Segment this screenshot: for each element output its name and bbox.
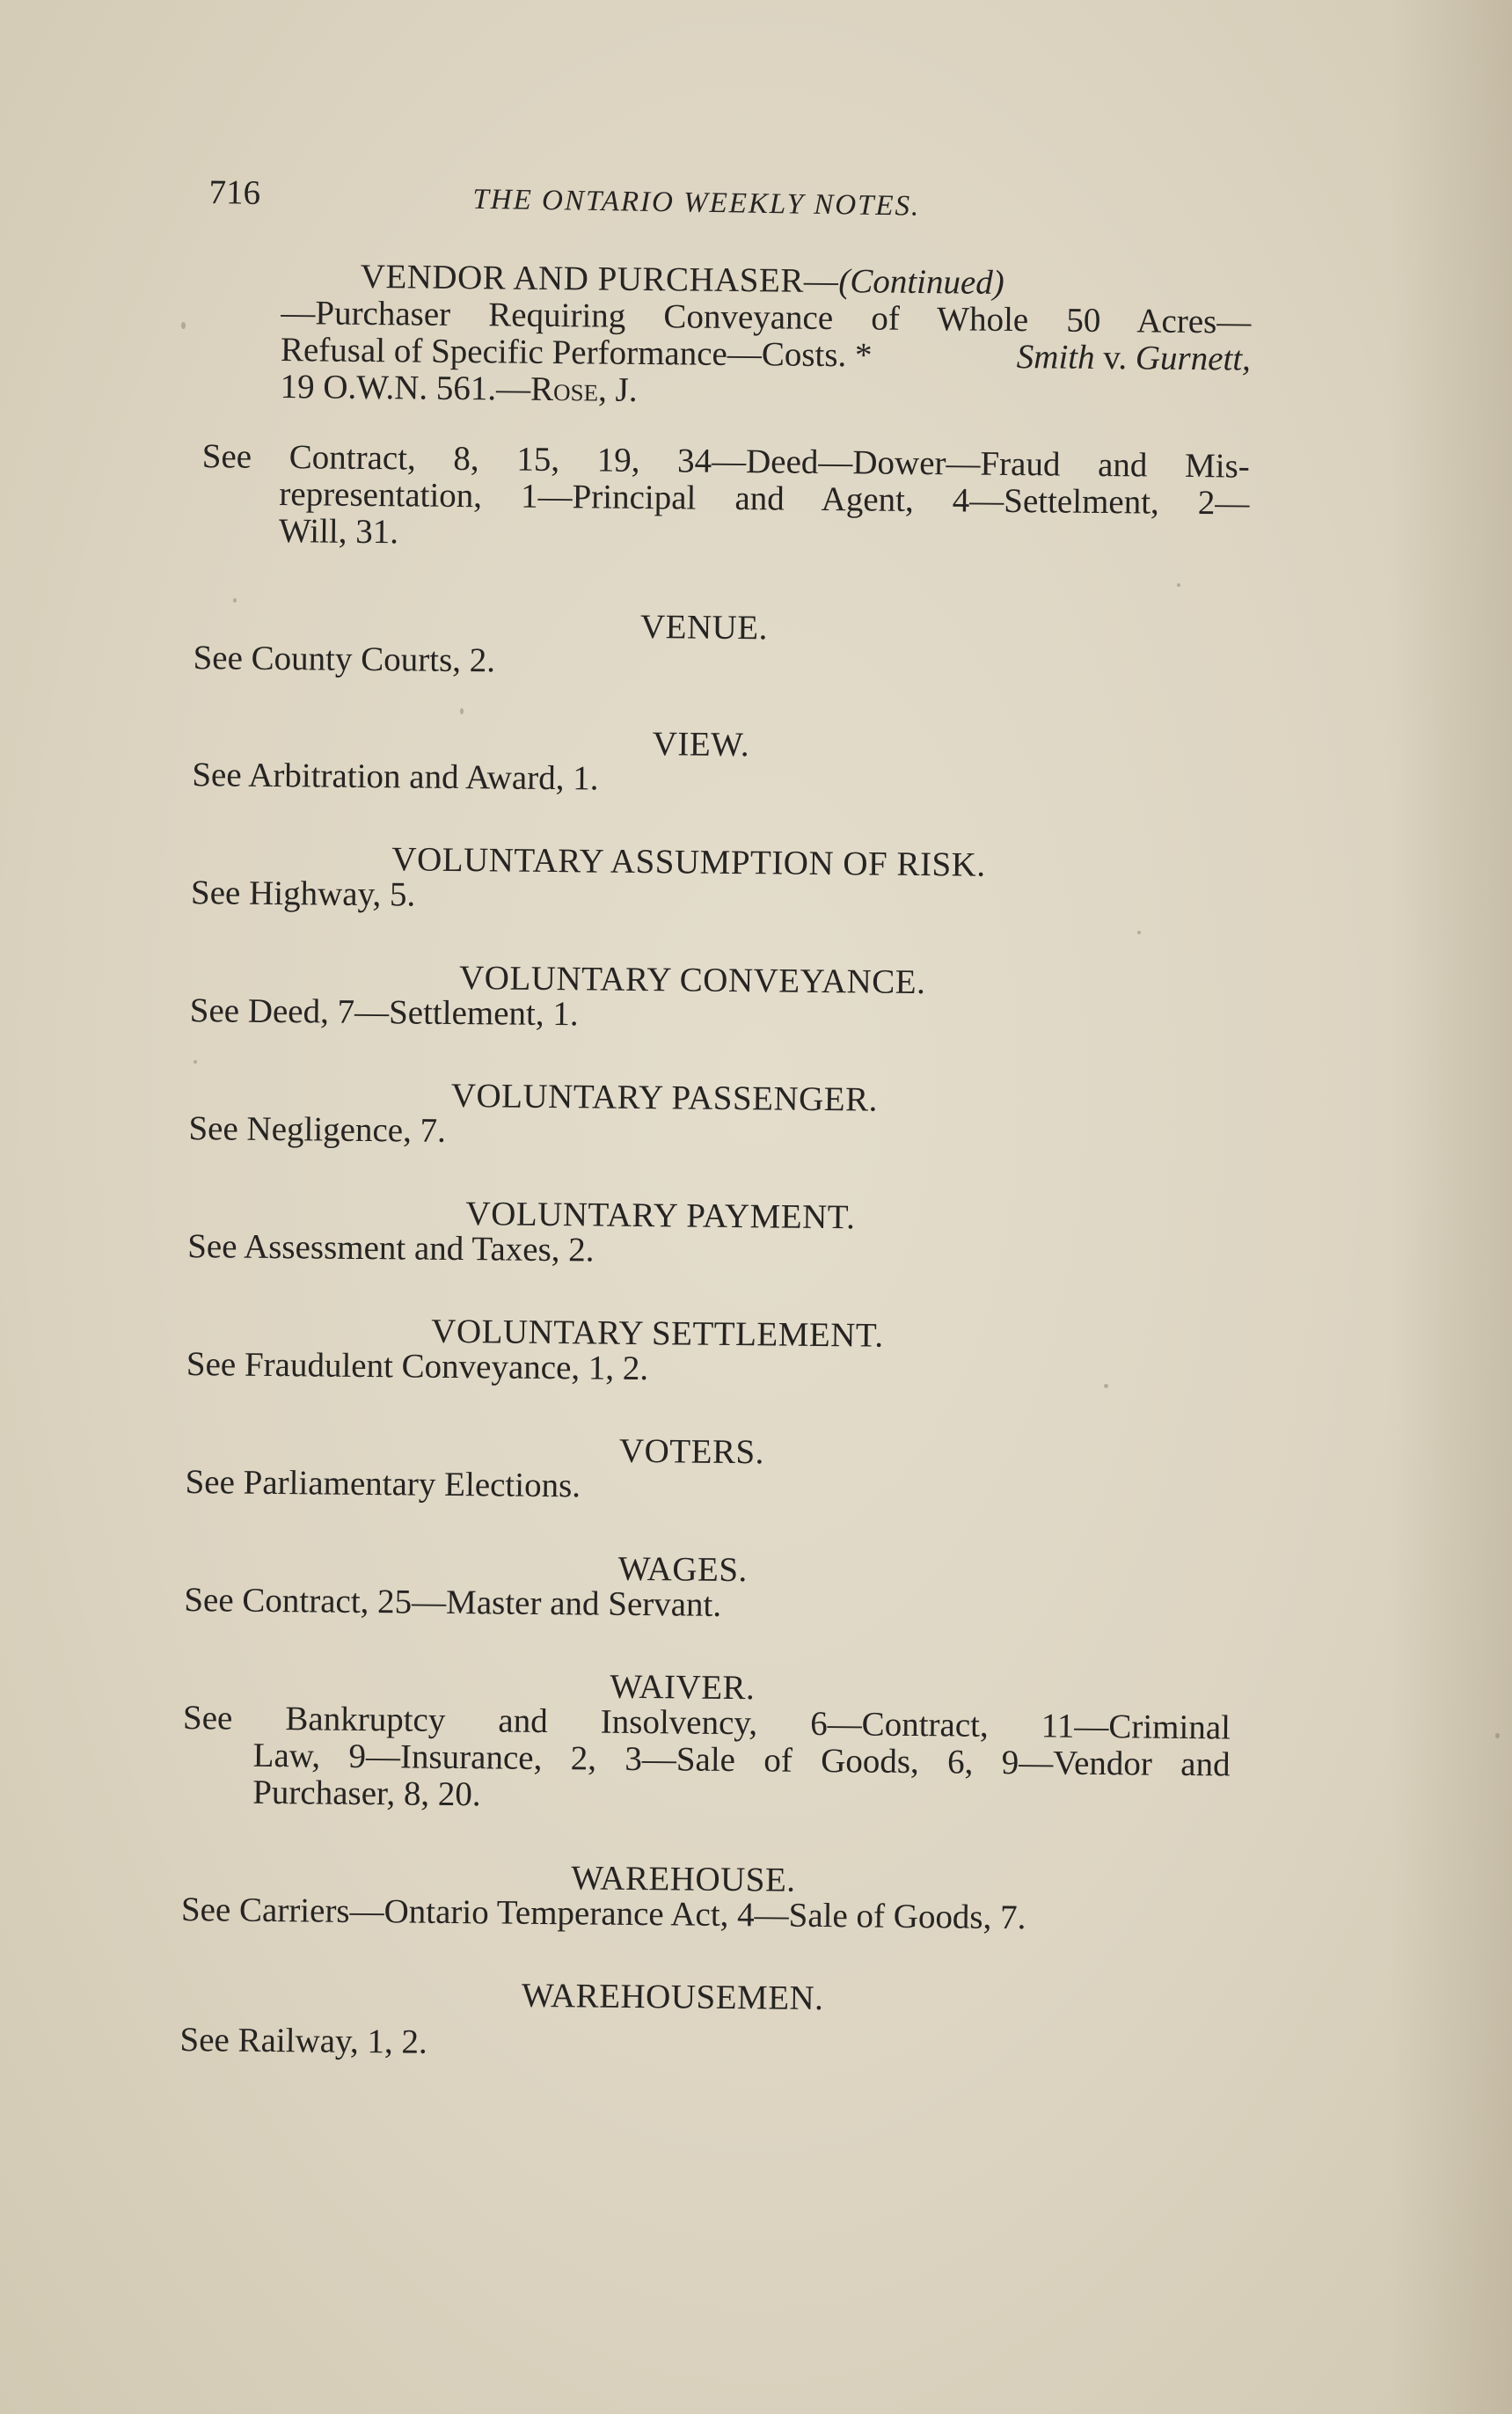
paper-speck: [233, 598, 237, 603]
see-also-line: See Contract, 25—Master and Servant.: [184, 1581, 722, 1624]
entry-heading: VENUE.: [639, 607, 769, 647]
entry-heading: VENDOR AND PURCHASER—(Continued): [360, 257, 1004, 302]
see-also-line: See Deed, 7—Settlement, 1.: [189, 991, 579, 1034]
see-also-line: Purchaser, 8, 20.: [252, 1773, 481, 1814]
entry-heading: VOLUNTARY PASSENGER.: [450, 1076, 879, 1119]
judge-name: Rose: [530, 369, 599, 409]
entry-vendor-and-purchaser: [186, 255, 1252, 552]
entry-heading: WAIVER.: [610, 1667, 756, 1708]
entry-heading: VIEW.: [652, 725, 750, 764]
index-body: [179, 255, 1252, 2061]
entry-voters: [175, 1427, 1231, 1505]
entry-heading: VOLUNTARY SETTLEMENT.: [431, 1312, 884, 1355]
entry-voluntary-payment: [178, 1191, 1233, 1269]
see-also-line: See Negligence, 7.: [188, 1109, 447, 1150]
see-also-line: representation, 1—Principal and Agent, 4—Settelment, 2—: [279, 475, 1250, 523]
see-also-line: See Bankruptcy and Insolvency, 6—Contract, 11—Criminal: [182, 1699, 1231, 1747]
see-also-line: See Railway, 1, 2.: [179, 2021, 427, 2061]
see-also-line: See Carriers—Ontario Temperance Act, 4—Sale of Goods, 7.: [180, 1891, 1026, 1937]
see-also-line: See Arbitration and Award, 1.: [192, 756, 599, 798]
entry-heading: WAREHOUSEMEN.: [521, 1976, 824, 2018]
see-also-line: Law, 9—Insurance, 2, 3—Sale of Goods, 6, 9—Vendor and: [252, 1736, 1231, 1784]
entry-heading: WAREHOUSE.: [571, 1859, 796, 1899]
see-also-line: See Contract, 8, 15, 19, 34—Deed—Dower—Fraud and Mis-: [201, 437, 1250, 486]
entry-venue: [183, 603, 1238, 680]
see-also-line: See Assessment and Taxes, 2.: [186, 1227, 595, 1269]
paper-speck: [1177, 583, 1180, 587]
entry-heading: WAGES.: [617, 1549, 748, 1590]
entry-view: [182, 720, 1238, 798]
entry-warehouse: [172, 1854, 1227, 1937]
entry-heading: VOTERS.: [618, 1431, 765, 1472]
entry-heading: VOLUNTARY ASSUMPTION OF RISK.: [391, 840, 986, 884]
entry-heading: VOLUNTARY CONVEYANCE.: [458, 959, 926, 1002]
entry-text-line: 19 O.W.N. 561.—Rose, J.: [280, 368, 638, 409]
paper-speck: [460, 708, 464, 714]
see-also-line: See County Courts, 2.: [193, 639, 496, 680]
paper-speck: [181, 322, 186, 329]
entry-voluntary-assumption-of-risk: [181, 838, 1237, 914]
entry-warehousemen: [170, 1972, 1225, 2061]
see-also-line: See Highway, 5.: [190, 874, 416, 914]
entry-wages: [174, 1545, 1230, 1624]
paper-speck: [1137, 931, 1141, 934]
entry-voluntary-passenger: [179, 1073, 1234, 1150]
page-number: 716: [208, 172, 261, 212]
entry-text-line: Refusal of Specific Performance—Costs. * Smith v. Gurnett,: [280, 331, 1252, 378]
paper-speck: [1495, 1733, 1500, 1738]
entry-waiver: [173, 1663, 1231, 1814]
entry-voluntary-conveyance: [179, 955, 1235, 1034]
entry-text-line: —Purchaser Requiring Conveyance of Whole 50 Acres—: [281, 294, 1252, 341]
see-also-line: Will, 31.: [278, 512, 399, 552]
see-also-line: See Parliamentary Elections.: [185, 1463, 581, 1505]
see-also-line: See Fraudulent Conveyance, 1, 2.: [186, 1345, 649, 1388]
entry-heading: VOLUNTARY PAYMENT.: [465, 1195, 856, 1237]
entry-voluntary-settlement: [177, 1309, 1232, 1388]
paper-speck: [194, 1060, 197, 1064]
running-title: THE ONTARIO WEEKLY NOTES.: [472, 183, 921, 223]
page-header: [208, 167, 1001, 232]
continued-label: (Continued): [838, 262, 1004, 302]
paper-speck: [1104, 1384, 1108, 1388]
